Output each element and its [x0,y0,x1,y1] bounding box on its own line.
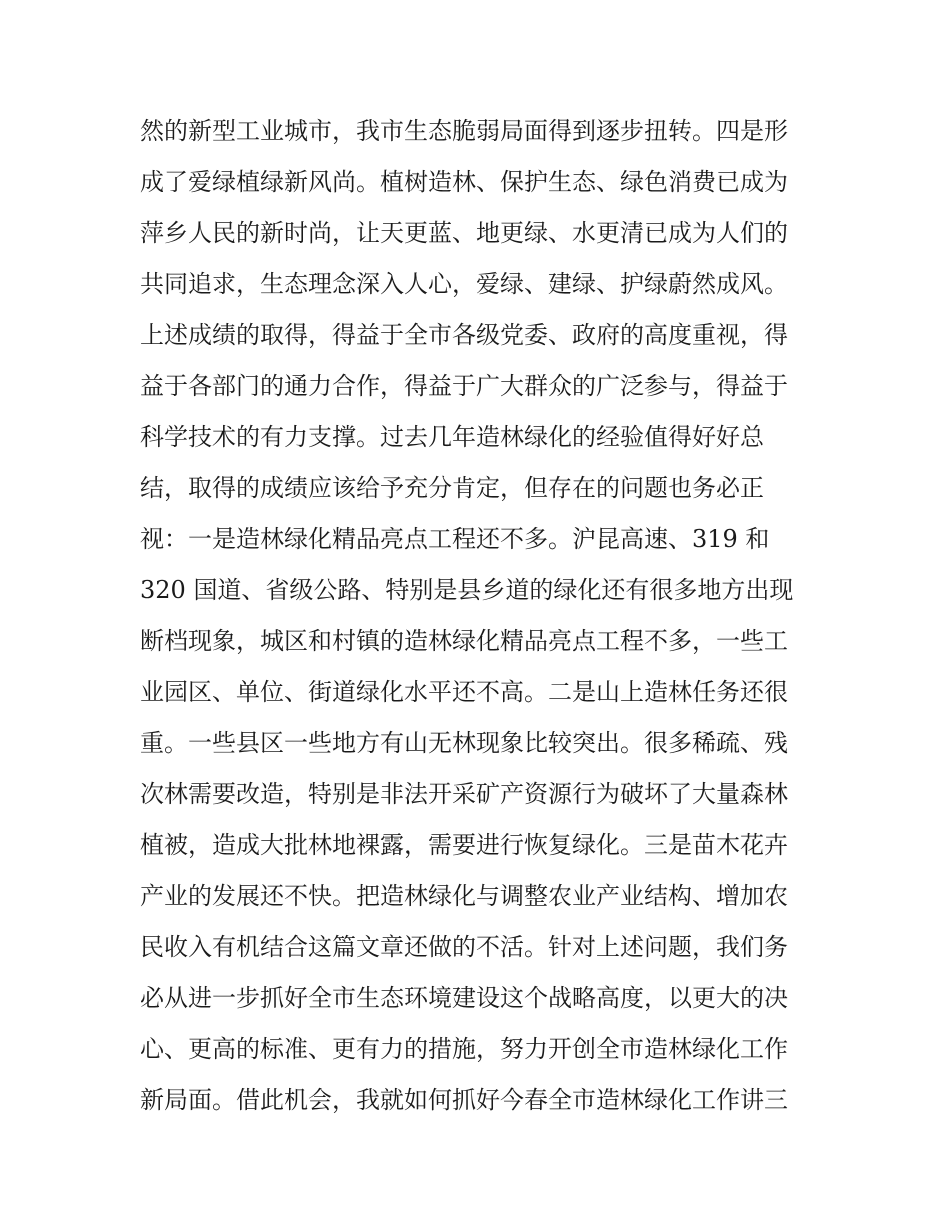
text-line-19: 心、更高的标准、更有力的措施，努力开创全市造林绿化工作 [140,1035,788,1063]
text-line-1: 然的新型工业城市，我市生态脆弱局面得到逐步扭转。四是形 [140,117,788,145]
text-line-9: 视：一是造林绿化精品亮点工程还不多。沪昆高速、319 和 [140,525,770,553]
text-line-11: 断档现象，城区和村镇的造林绿化精品亮点工程不多，一些工 [140,627,788,655]
text-line-16: 产业的发展还不快。把造林绿化与调整农业产业结构、增加农 [140,882,788,910]
text-line-13: 重。一些县区一些地方有山无林现象比较突出。很多稀疏、残 [140,729,788,757]
text-line-17: 民收入有机结合这篇文章还做的不活。针对上述问题，我们务 [140,933,788,961]
text-line-8: 结，取得的成绩应该给予充分肯定，但存在的问题也务必正 [140,474,764,502]
text-line-12: 业园区、单位、街道绿化水平还不高。二是山上造林任务还很 [140,678,788,706]
text-line-5: 上述成绩的取得，得益于全市各级党委、政府的高度重视，得 [140,321,788,349]
text-line-14: 次林需要改造，特别是非法开采矿产资源行为破坏了大量森林 [140,780,788,808]
text-line-3: 萍乡人民的新时尚，让天更蓝、地更绿、水更清已成为人们的 [140,219,788,247]
text-line-2: 成了爱绿植绿新风尚。植树造林、保护生态、绿色消费已成为 [140,168,788,196]
text-line-7: 科学技术的有力支撑。过去几年造林绿化的经验值得好好总 [140,423,764,451]
text-line-15: 植被，造成大批林地裸露，需要进行恢复绿化。三是苗木花卉 [140,831,788,859]
text-line-18: 必从进一步抓好全市生态环境建设这个战略高度，以更大的决 [140,984,788,1012]
text-line-4: 共同追求，生态理念深入人心，爱绿、建绿、护绿蔚然成风。 [140,270,788,298]
text-line-10: 320 国道、省级公路、特别是县乡道的绿化还有很多地方出现 [140,576,794,604]
body-text [140,106,820,1126]
text-line-20: 新局面。借此机会，我就如何抓好今春全市造林绿化工作讲三 [140,1086,788,1114]
text-line-6: 益于各部门的通力合作，得益于广大群众的广泛参与，得益于 [140,372,788,400]
